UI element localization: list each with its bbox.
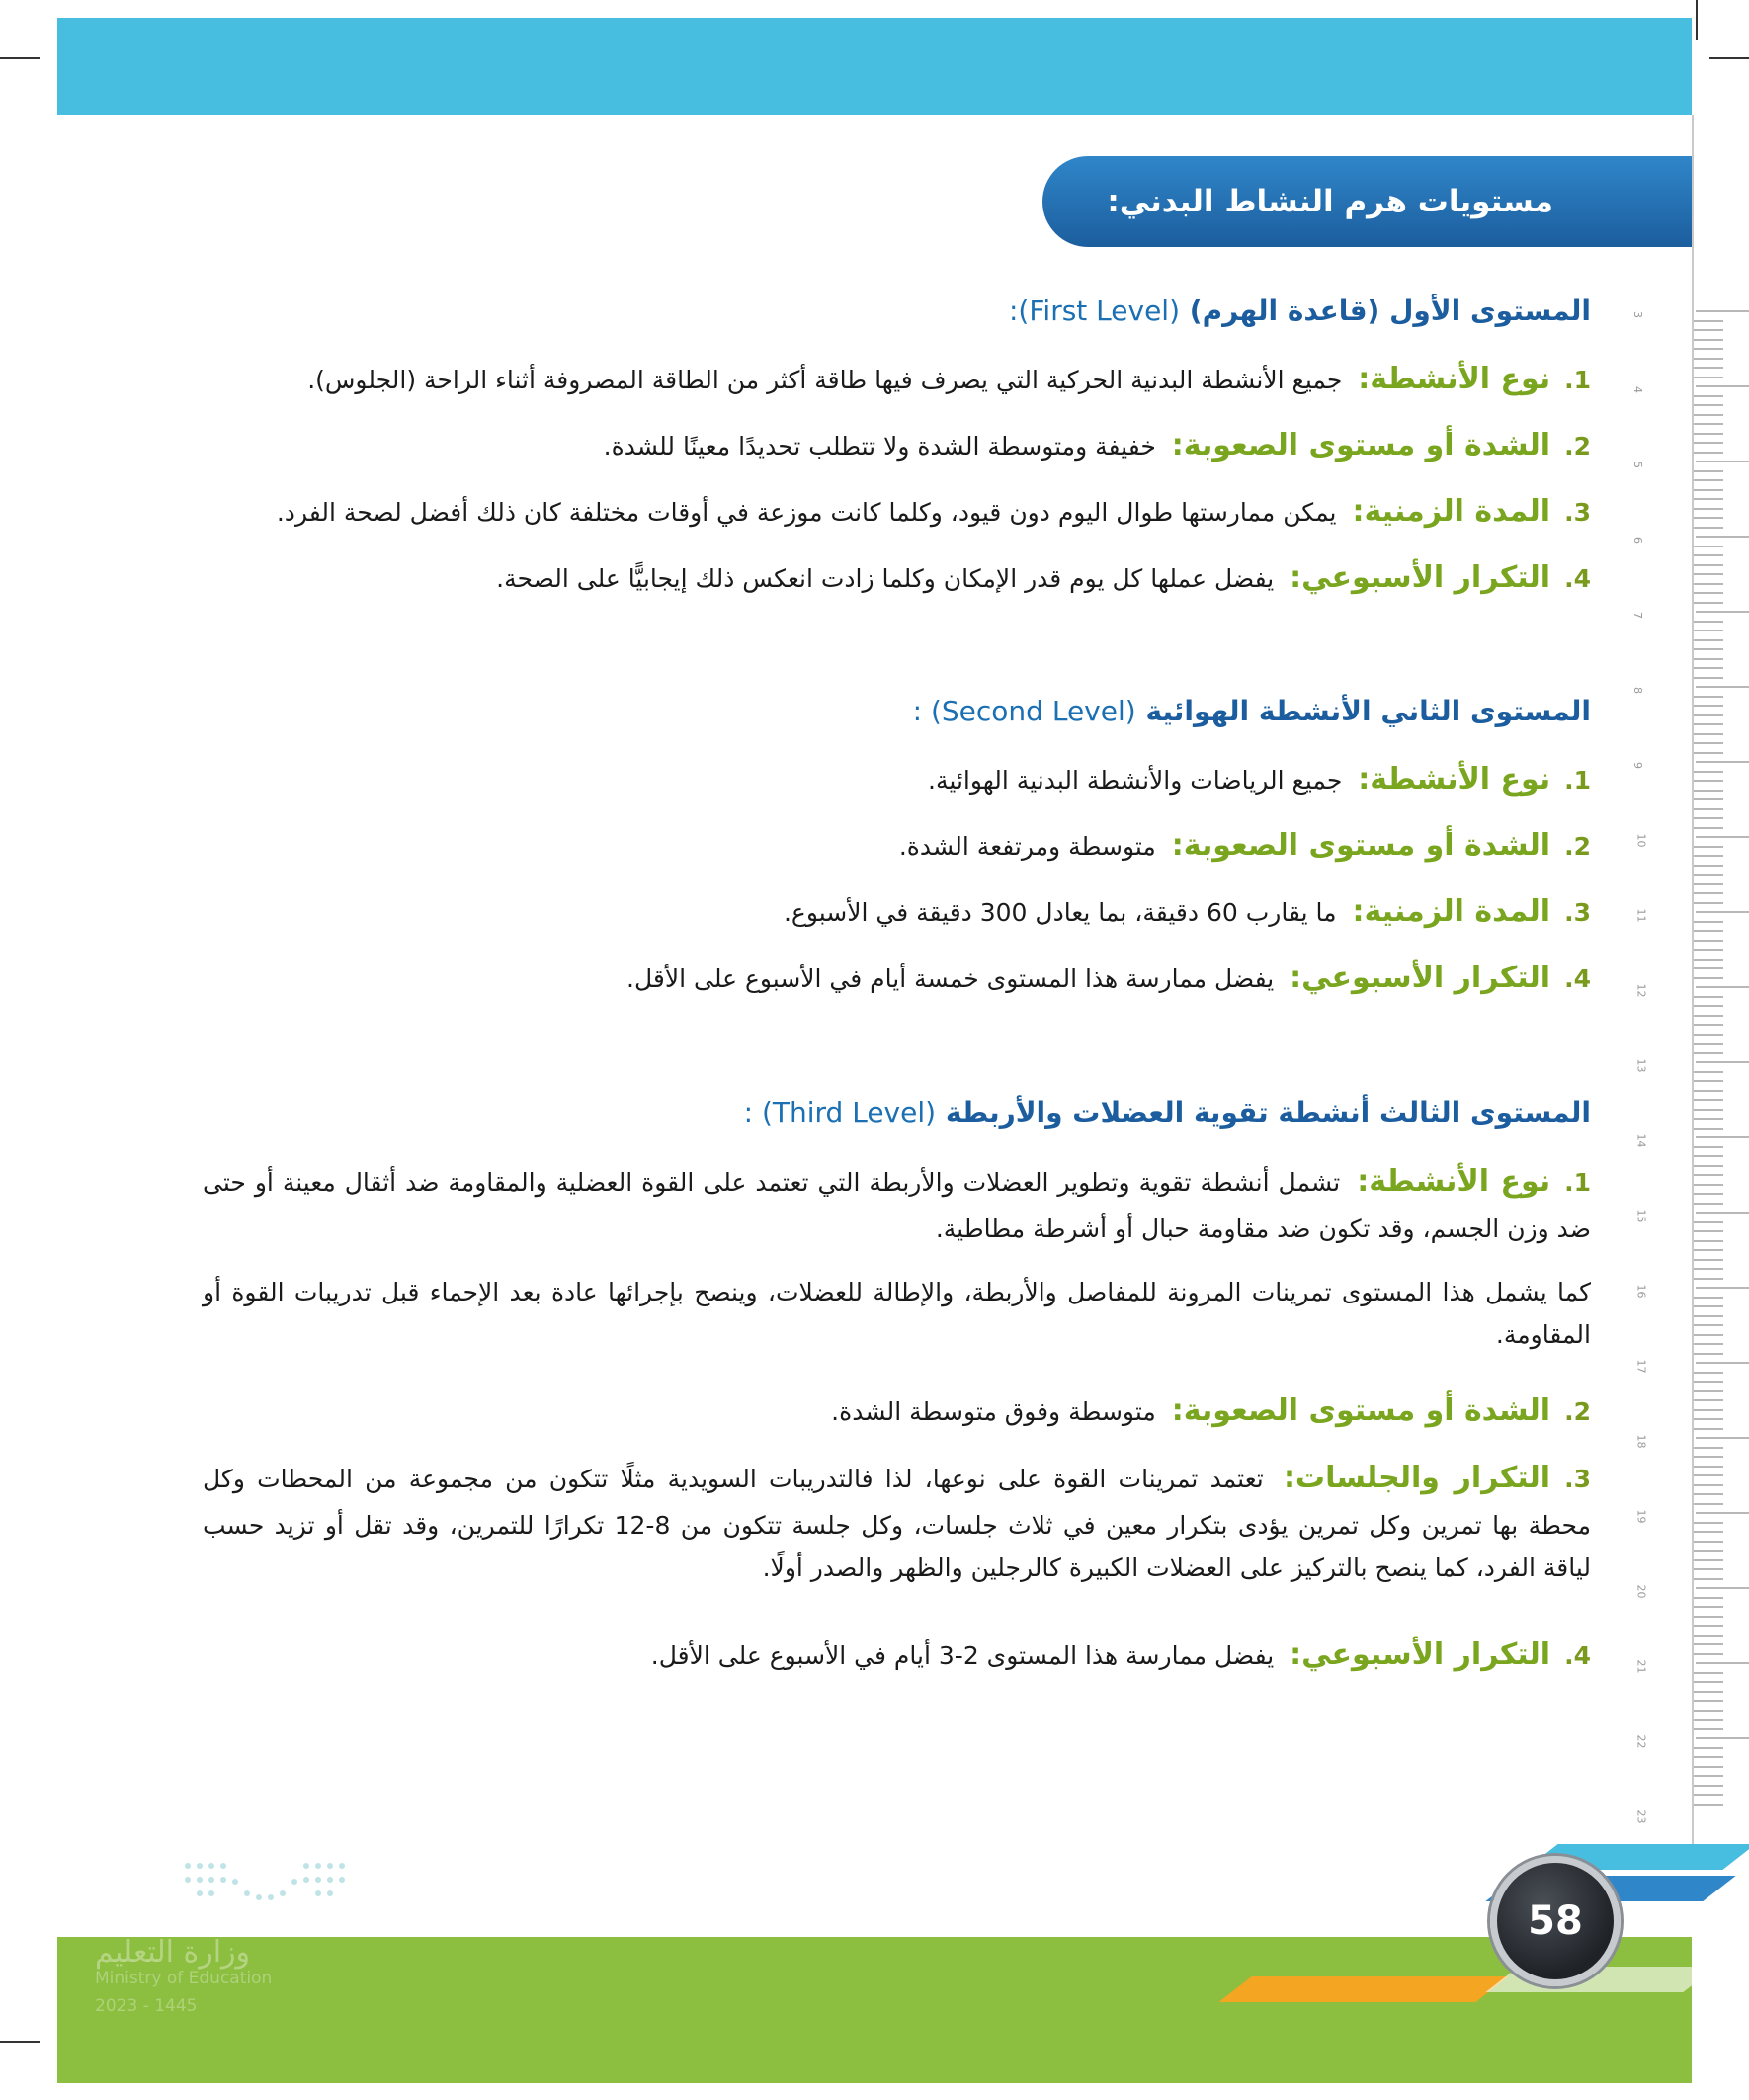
item-text: يمكن ممارستها طوال اليوم دون قيود، وكلما كانت موزعة في أوقات مختلفة كان ذلك أفضل لصحة الفرد. bbox=[276, 498, 1337, 527]
ruler-number: 10 bbox=[1634, 833, 1648, 848]
item-number: 1. bbox=[1564, 1168, 1591, 1197]
ruler-number: 6 bbox=[1631, 537, 1644, 544]
level-heading bbox=[913, 695, 1591, 727]
ruler-tick bbox=[1694, 705, 1723, 707]
ruler-tick bbox=[1694, 1099, 1723, 1101]
ruler-number: 23 bbox=[1634, 1809, 1648, 1824]
ruler-tick bbox=[1694, 517, 1723, 519]
ministry-name-en: Ministry of Education bbox=[95, 1969, 273, 1988]
ruler-tick bbox=[1694, 1165, 1723, 1167]
ruler-number: 12 bbox=[1634, 983, 1648, 998]
ruler-tick bbox=[1696, 761, 1749, 763]
list-item bbox=[831, 1391, 1591, 1430]
ruler-tick bbox=[1694, 1756, 1723, 1758]
ruler-tick bbox=[1694, 1343, 1723, 1345]
level-heading-en: (Second Level) : bbox=[912, 695, 1136, 727]
ruler-tick bbox=[1694, 592, 1723, 594]
item-key: نوع الأنشطة: bbox=[1357, 1164, 1551, 1199]
ruler-tick bbox=[1694, 367, 1723, 369]
paragraph bbox=[203, 1271, 1591, 1356]
ruler-number: 21 bbox=[1634, 1659, 1648, 1674]
ruler-tick bbox=[1694, 723, 1723, 725]
ruler-tick bbox=[1694, 817, 1723, 819]
ruler-tick bbox=[1694, 1493, 1723, 1495]
ruler-number: 15 bbox=[1634, 1209, 1648, 1223]
ruler-tick bbox=[1694, 696, 1723, 698]
ruler-number: 4 bbox=[1631, 386, 1644, 393]
ruler-tick bbox=[1694, 1804, 1723, 1806]
ruler-tick bbox=[1694, 648, 1723, 650]
level-heading bbox=[744, 1096, 1591, 1129]
ruler-tick bbox=[1694, 470, 1723, 472]
item-number: 4. bbox=[1564, 965, 1591, 993]
level-heading-en: (Third Level) : bbox=[743, 1096, 937, 1129]
ruler-tick bbox=[1694, 602, 1723, 604]
ruler-tick bbox=[1696, 836, 1749, 838]
ruler-tick bbox=[1694, 377, 1723, 378]
item-key: نوع الأنشطة: bbox=[1358, 762, 1551, 797]
ruler-tick bbox=[1694, 1240, 1723, 1242]
item-text: متوسطة ومرتفعة الشدة. bbox=[898, 832, 1156, 861]
ruler-tick bbox=[1694, 1568, 1723, 1570]
item-key: المدة الزمنية: bbox=[1352, 894, 1551, 929]
item-text: جميع الرياضات والأنشطة البدنية الهوائية. bbox=[928, 766, 1343, 795]
ruler-tick bbox=[1694, 1578, 1723, 1580]
item-number: 3. bbox=[1564, 498, 1591, 527]
ruler-tick bbox=[1694, 790, 1723, 792]
ruler-tick bbox=[1694, 1155, 1723, 1157]
ruler-tick bbox=[1694, 1474, 1723, 1476]
level-heading-en: (First Level): bbox=[1008, 294, 1181, 327]
ruler-tick bbox=[1694, 1794, 1723, 1796]
ruler-tick bbox=[1694, 1522, 1723, 1524]
level-heading bbox=[1009, 294, 1591, 327]
ruler-tick bbox=[1694, 827, 1723, 829]
ruler-tick bbox=[1694, 808, 1723, 810]
ruler-tick bbox=[1694, 479, 1723, 481]
ruler-tick bbox=[1694, 1278, 1723, 1280]
item-number: 2. bbox=[1564, 432, 1591, 461]
ruler-tick bbox=[1694, 1766, 1723, 1768]
ruler-tick bbox=[1694, 865, 1723, 867]
ruler-tick bbox=[1696, 310, 1749, 312]
ruler-tick bbox=[1694, 1268, 1723, 1270]
ruler-tick bbox=[1694, 320, 1723, 322]
ruler-tick bbox=[1694, 667, 1723, 669]
ruler-tick bbox=[1694, 1785, 1723, 1787]
item-number: 1. bbox=[1564, 766, 1591, 795]
ruler-tick bbox=[1696, 686, 1749, 688]
page-number: 58 bbox=[1528, 1898, 1583, 1944]
ruler-tick bbox=[1694, 546, 1723, 547]
crop-mark bbox=[0, 2041, 40, 2043]
ruler-tick bbox=[1694, 630, 1723, 631]
ruler-tick bbox=[1694, 1071, 1723, 1073]
ruler-tick bbox=[1696, 1287, 1749, 1289]
ruler-tick bbox=[1694, 1643, 1723, 1645]
ruler-tick bbox=[1694, 1146, 1723, 1148]
ruler-number: 13 bbox=[1634, 1058, 1648, 1073]
item-text: يفضل عملها كل يوم قدر الإمكان وكلما زادت انعكس ذلك إيجابيًّا على الصحة. bbox=[496, 564, 1275, 593]
ruler-tick bbox=[1694, 1193, 1723, 1195]
ruler-tick bbox=[1694, 1024, 1723, 1026]
ruler-tick bbox=[1694, 1184, 1723, 1186]
ruler-tick bbox=[1694, 1606, 1723, 1608]
item-key: الشدة أو مستوى الصعوبة: bbox=[1171, 1393, 1551, 1428]
item-number: 3. bbox=[1564, 898, 1591, 927]
ruler-tick bbox=[1694, 1550, 1723, 1552]
item-key: التكرار الأسبوعي: bbox=[1290, 961, 1551, 995]
ruler-tick bbox=[1694, 1203, 1723, 1205]
ruler-tick bbox=[1694, 1381, 1723, 1383]
ruler-tick bbox=[1694, 733, 1723, 735]
list-item bbox=[203, 1453, 1591, 1589]
ruler-tick bbox=[1696, 1061, 1749, 1063]
ruler-number: 7 bbox=[1631, 612, 1644, 619]
item-text: يفضل ممارسة هذا المستوى خمسة أيام في الأسبوع على الأقل. bbox=[626, 965, 1275, 993]
ruler-tick bbox=[1696, 1362, 1749, 1364]
ruler-tick bbox=[1694, 1503, 1723, 1505]
ruler-tick bbox=[1694, 1390, 1723, 1392]
ruler-tick bbox=[1694, 1484, 1723, 1486]
ruler-tick bbox=[1694, 1466, 1723, 1468]
ruler-tick bbox=[1694, 442, 1723, 444]
ruler-tick bbox=[1694, 1653, 1723, 1655]
ruler-tick bbox=[1696, 536, 1749, 538]
item-number: 1. bbox=[1564, 366, 1591, 394]
level-heading-ar: المستوى الأول (قاعدة الهرم) bbox=[1189, 294, 1591, 327]
ruler-tick bbox=[1694, 1305, 1723, 1307]
ruler-tick bbox=[1694, 1597, 1723, 1599]
ruler-tick bbox=[1694, 1372, 1723, 1374]
ruler-tick bbox=[1694, 930, 1723, 932]
list-item bbox=[784, 892, 1591, 931]
item-text: يفضل ممارسة هذا المستوى 2-3 أيام في الأسبوع على الأقل. bbox=[650, 1641, 1275, 1670]
ruler-tick bbox=[1694, 1447, 1723, 1449]
ruler-tick bbox=[1694, 1297, 1723, 1299]
crop-mark bbox=[0, 57, 40, 59]
ruler-tick bbox=[1694, 414, 1723, 416]
ruler-tick bbox=[1694, 489, 1723, 491]
ruler-number: 14 bbox=[1634, 1134, 1648, 1148]
ruler-tick bbox=[1696, 1136, 1749, 1138]
ruler-tick bbox=[1694, 1635, 1723, 1637]
level-heading-ar: المستوى الثالث أنشطة تقوية العضلات والأربطة bbox=[945, 1096, 1591, 1129]
side-ruler bbox=[1631, 115, 1723, 1854]
ruler-tick bbox=[1694, 714, 1723, 716]
ruler-tick bbox=[1694, 1353, 1723, 1355]
list-item bbox=[651, 1636, 1591, 1674]
list-item bbox=[604, 426, 1591, 464]
item-number: 2. bbox=[1564, 1397, 1591, 1426]
item-key: الشدة أو مستوى الصعوبة: bbox=[1171, 828, 1551, 863]
list-item bbox=[899, 826, 1591, 865]
ruler-tick bbox=[1694, 658, 1723, 660]
ruler-tick bbox=[1696, 1437, 1749, 1439]
item-key: التكرار الأسبوعي: bbox=[1290, 1638, 1551, 1672]
ruler-number: 16 bbox=[1634, 1284, 1648, 1299]
ruler-tick bbox=[1694, 1747, 1723, 1749]
ruler-number: 11 bbox=[1634, 908, 1648, 923]
ruler-tick bbox=[1694, 573, 1723, 575]
ruler-tick bbox=[1694, 949, 1723, 951]
ruler-tick bbox=[1694, 423, 1723, 425]
level-heading-ar: المستوى الثاني الأنشطة الهوائية bbox=[1145, 695, 1591, 727]
ruler-tick bbox=[1694, 1428, 1723, 1430]
ruler-tick bbox=[1694, 404, 1723, 406]
ruler-number: 20 bbox=[1634, 1584, 1648, 1599]
ruler-tick bbox=[1694, 752, 1723, 754]
ruler-tick bbox=[1694, 1399, 1723, 1401]
item-text: تشمل أنشطة تقوية وتطوير العضلات والأربطة التي تعتمد على القوة العضلية والمقاومة ضد أثقال معينة أو حتى ضد وزن الجسم، وقد تكون ضد مقاومة حبال أو أشرطة مطاطية. bbox=[203, 1168, 1591, 1243]
ruler-tick bbox=[1696, 1662, 1749, 1664]
list-item bbox=[928, 760, 1591, 798]
ministry-logo-icon bbox=[178, 1856, 356, 1905]
ruler-tick bbox=[1694, 771, 1723, 773]
ruler-tick bbox=[1694, 1174, 1723, 1176]
item-key: التكرار والجلسات: bbox=[1283, 1461, 1551, 1495]
ruler-tick bbox=[1694, 921, 1723, 923]
ruler-tick bbox=[1694, 874, 1723, 876]
ruler-tick bbox=[1696, 1587, 1749, 1589]
page-title: مستويات هرم النشاط البدني: bbox=[1107, 184, 1553, 219]
ruler-tick bbox=[1696, 1512, 1749, 1514]
list-item bbox=[626, 959, 1591, 997]
ruler-tick bbox=[1694, 1005, 1723, 1007]
ruler-tick bbox=[1694, 1672, 1723, 1674]
ruler-tick bbox=[1696, 461, 1749, 462]
ruler-tick bbox=[1694, 1015, 1723, 1017]
ruler-tick bbox=[1694, 677, 1723, 679]
ruler-tick bbox=[1694, 1118, 1723, 1120]
ruler-tick bbox=[1694, 780, 1723, 782]
ruler-tick bbox=[1694, 358, 1723, 360]
item-key: الشدة أو مستوى الصعوبة: bbox=[1171, 428, 1551, 462]
decor-stripe bbox=[1218, 1976, 1508, 2002]
ruler-tick bbox=[1694, 798, 1723, 800]
ruler-tick bbox=[1694, 1541, 1723, 1543]
item-text: ما يقارب 60 دقيقة، بما يعادل 300 دقيقة في الأسبوع. bbox=[783, 898, 1337, 927]
ruler-number: 18 bbox=[1634, 1434, 1648, 1449]
ruler-tick bbox=[1694, 1616, 1723, 1618]
ruler-tick bbox=[1694, 892, 1723, 894]
ruler-tick bbox=[1694, 329, 1723, 331]
ruler-tick bbox=[1694, 1315, 1723, 1317]
ruler-tick bbox=[1696, 385, 1749, 387]
item-key: المدة الزمنية: bbox=[1352, 494, 1551, 529]
item-number: 3. bbox=[1564, 1465, 1591, 1493]
ruler-tick bbox=[1694, 508, 1723, 510]
ruler-tick bbox=[1694, 1249, 1723, 1251]
ruler-tick bbox=[1694, 1700, 1723, 1702]
crop-mark bbox=[1709, 57, 1749, 59]
ruler-tick bbox=[1694, 554, 1723, 556]
list-item bbox=[496, 558, 1591, 597]
ruler-tick bbox=[1694, 967, 1723, 969]
ruler-tick bbox=[1694, 1456, 1723, 1458]
ruler-tick bbox=[1696, 611, 1749, 613]
item-number: 4. bbox=[1564, 1641, 1591, 1670]
ruler-tick bbox=[1694, 855, 1723, 857]
ruler-tick bbox=[1694, 1230, 1723, 1232]
item-text: متوسطة وفوق متوسطة الشدة. bbox=[831, 1397, 1156, 1426]
ruler-tick bbox=[1694, 1221, 1723, 1223]
ruler-tick bbox=[1694, 742, 1723, 744]
ruler-tick bbox=[1694, 339, 1723, 341]
item-text: تعتمد تمرينات القوة على نوعها، لذا فالتدريبات السويدية مثلًا تتكون من مجموعة من المحطات وكل محطة بها تمرين وكل تمرين يؤدى بتكرار معين في ثلاث جلسات، وكل جلسة تتكون من 8-12 تكرارًا للتمرين، وقد تقل أو تزيد حسب لياقة الفرد، كما ينصح بالتركيز على العضلات الكبيرة كالرجلين والظهر والصدر أولًا. bbox=[203, 1465, 1592, 1582]
page-number-badge bbox=[1490, 1856, 1621, 1986]
ruler-tick bbox=[1694, 1691, 1723, 1693]
ruler-number: 22 bbox=[1634, 1734, 1648, 1749]
ruler-tick bbox=[1694, 883, 1723, 885]
ruler-tick bbox=[1694, 1034, 1723, 1036]
ruler-tick bbox=[1694, 639, 1723, 641]
ruler-tick bbox=[1694, 996, 1723, 998]
ruler-tick bbox=[1694, 1559, 1723, 1561]
ruler-tick bbox=[1694, 621, 1723, 623]
ruler-tick bbox=[1694, 846, 1723, 848]
ministry-year: 2023 - 1445 bbox=[95, 1996, 198, 2016]
ruler-tick bbox=[1694, 1334, 1723, 1336]
ruler-tick bbox=[1694, 348, 1723, 350]
ruler-number: 3 bbox=[1631, 311, 1644, 318]
main-content bbox=[148, 0, 1591, 1779]
ruler-tick bbox=[1694, 1710, 1723, 1712]
ruler-tick bbox=[1694, 1728, 1723, 1730]
ruler-tick bbox=[1694, 1090, 1723, 1092]
ruler-tick bbox=[1694, 902, 1723, 904]
ruler-number: 19 bbox=[1634, 1509, 1648, 1524]
ruler-tick bbox=[1694, 527, 1723, 529]
ruler-tick bbox=[1694, 395, 1723, 397]
item-text: خفيفة ومتوسطة الشدة ولا تتطلب تحديدًا معينًا للشدة. bbox=[603, 432, 1156, 461]
ruler-tick bbox=[1696, 1737, 1749, 1739]
ruler-tick bbox=[1694, 498, 1723, 500]
ruler-tick bbox=[1694, 1625, 1723, 1627]
ruler-tick bbox=[1694, 1109, 1723, 1111]
item-text: كما يشمل هذا المستوى تمرينات المرونة للمفاصل والأربطة، والإطالة للعضلات، وينصح بإجرائها عادة بعد الإحماء قبل تدريبات القوة أو المقاومة. bbox=[203, 1278, 1591, 1349]
item-key: التكرار الأسبوعي: bbox=[1290, 560, 1551, 595]
ruler-tick bbox=[1696, 911, 1749, 913]
item-number: 2. bbox=[1564, 832, 1591, 861]
ruler-number: 17 bbox=[1634, 1359, 1648, 1374]
item-key: نوع الأنشطة: bbox=[1358, 362, 1551, 396]
ruler-tick bbox=[1694, 959, 1723, 961]
item-text: جميع الأنشطة البدنية الحركية التي يصرف فيها طاقة أكثر من الطاقة المصروفة أثناء الراحة (الجلوس). bbox=[307, 366, 1343, 394]
ruler-tick bbox=[1694, 1719, 1723, 1721]
ruler-tick bbox=[1694, 1259, 1723, 1261]
ruler-tick bbox=[1696, 1212, 1749, 1214]
ruler-tick bbox=[1694, 1052, 1723, 1054]
ruler-number: 5 bbox=[1631, 462, 1644, 468]
ruler-tick bbox=[1694, 1080, 1723, 1082]
ruler-tick bbox=[1694, 433, 1723, 435]
crop-mark bbox=[1696, 0, 1698, 40]
ruler-number: 8 bbox=[1631, 687, 1644, 694]
ruler-tick bbox=[1694, 1324, 1723, 1326]
list-item bbox=[307, 360, 1591, 398]
list-item bbox=[203, 1156, 1591, 1250]
ruler-tick bbox=[1696, 986, 1749, 988]
ruler-number: 9 bbox=[1631, 762, 1644, 769]
footer-band bbox=[57, 1937, 1692, 2083]
ruler-tick bbox=[1694, 1418, 1723, 1420]
ruler-tick bbox=[1694, 1775, 1723, 1777]
ruler-tick bbox=[1694, 452, 1723, 454]
ruler-tick bbox=[1694, 1531, 1723, 1533]
item-number: 4. bbox=[1564, 564, 1591, 593]
ruler-tick bbox=[1694, 583, 1723, 585]
ruler-tick bbox=[1694, 1043, 1723, 1045]
ruler-tick bbox=[1694, 1128, 1723, 1130]
ruler-tick bbox=[1694, 977, 1723, 979]
ruler-tick bbox=[1694, 1409, 1723, 1411]
list-item bbox=[277, 492, 1591, 531]
ruler-tick bbox=[1694, 940, 1723, 942]
ruler-tick bbox=[1694, 1681, 1723, 1683]
ministry-name-ar: وزارة التعليم bbox=[95, 1935, 251, 1970]
ruler-tick bbox=[1694, 564, 1723, 566]
